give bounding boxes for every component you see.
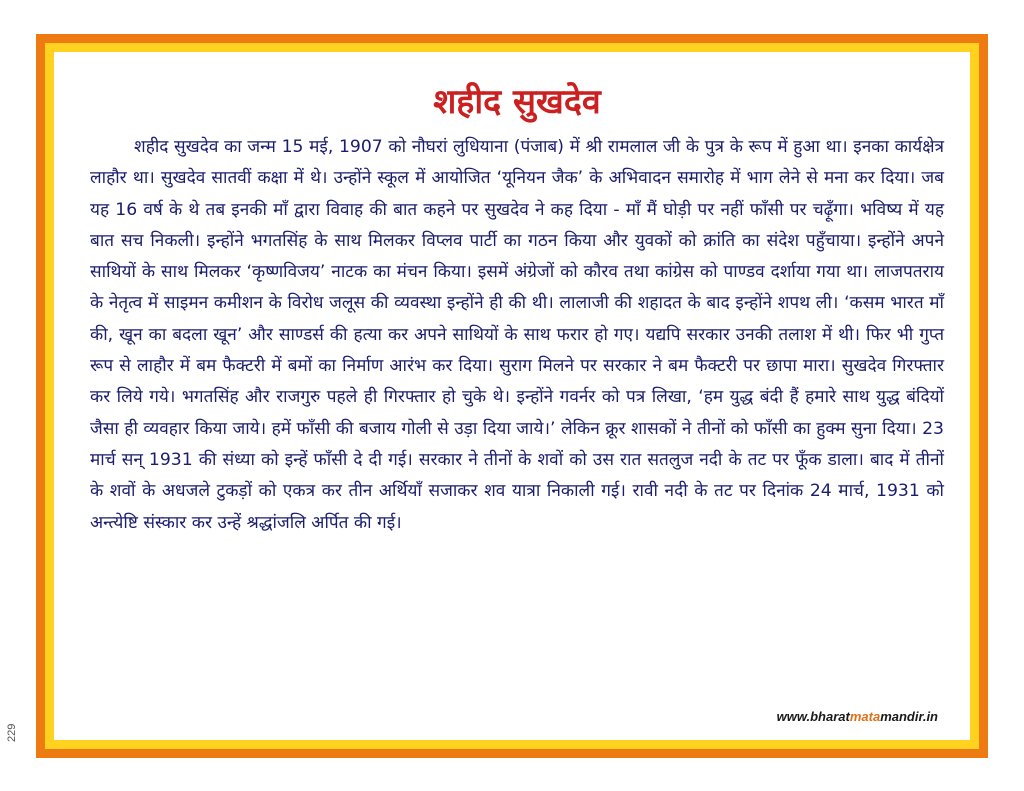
page-frame-inner	[45, 43, 979, 749]
website-part-bharat: bharat	[810, 709, 850, 724]
page-frame-outer	[36, 34, 988, 758]
website-prefix: www.	[776, 709, 811, 724]
website-part-mandir: mandir	[880, 709, 923, 724]
website-part-mata: mata	[849, 709, 881, 724]
content-area	[90, 80, 944, 716]
website-url	[777, 709, 938, 724]
page-number: 229	[6, 723, 18, 742]
website-suffix: .in	[922, 709, 938, 724]
body-paragraph: शहीद सुखदेव का जन्म 15 मई, 1907 को नौघरां लुधियाना (पंजाब) में श्री रामलाल जी के पुत्र के रूप में हुआ था। इनका कार्यक्षेत्र लाहौर था। सुखदेव सातवीं कक्षा में थे। उन्होंने स्कूल में आयोजित ‘यूनियन जैक’ के अभिवादन समारोह में भाग लेने से मना कर दिया। जब यह 16 वर्ष के थे तब इनकी माँ द्वारा विवाह की बात कहने पर सुखदेव ने कह दिया - माँ मैं घोड़ी पर नहीं फाँसी पर चढ़ूँगा। भविष्य में यह बात सच निकली। इन्होंने भगतसिंह के साथ मिलकर विप्लव पार्टी का गठन किया और युवकों को क्रांति का संदेश पहुँचाया। इन्होंने अपने साथियों के साथ मिलकर ‘कृष्णविजय’ नाटक का मंचन किया। इसमें अंग्रेजों को कौरव तथा कांग्रेस को पाण्डव दर्शाया गया था। लाजपतराय के नेतृत्व में साइमन कमीशन के विरोध जलूस की व्यवस्था इन्होंने ही की थी। लालाजी की शहादत के बाद इन्होंने शपथ ली। ‘कसम भारत माँ की, खून का बदला खून’ और साण्डर्स की हत्या कर अपने साथियों के साथ फरार हो गए। यद्यपि सरकार उनकी तलाश में थी। फिर भी गुप्त रूप से लाहौर में बम फैक्टरी में बमों का निर्माण आरंभ कर दिया। सुराग मिलने पर सरकार ने बम फैक्टरी पर छापा मारा। सुखदेव गिरफ्तार कर लिये गये। भगतसिंह और राजगुरु पहले ही गिरफ्तार हो चुके थे। इन्होंने गवर्नर को पत्र लिखा, ‘हम युद्ध बंदी हैं हमारे साथ युद्ध बंदियों जैसा ही व्यवहार किया जाये। हमें फाँसी की बजाय गोली से उड़ा दिया जाये।’ लेकिन क्रूर शासकों ने तीनों को फाँसी का हुक्म सुना दिया। 23 मार्च सन् 1931 की संध्या को इन्हें फाँसी दे दी गई। सरकार ने तीनों के शवों को उस रात सतलुज नदी के तट पर फूँक डाला। बाद में तीनों के शवों के अधजले टुकड़ों को एकत्र कर तीन अर्थियाँ सजाकर शव यात्रा निकाली गई। रावी नदी के तट पर दिनांक 24 मार्च, 1931 को अन्त्येष्टि संस्कार कर उन्हें श्रद्धांजलि अर्पित की गई।	[90, 137, 945, 533]
page-title: शहीद सुखदेव	[433, 82, 601, 122]
